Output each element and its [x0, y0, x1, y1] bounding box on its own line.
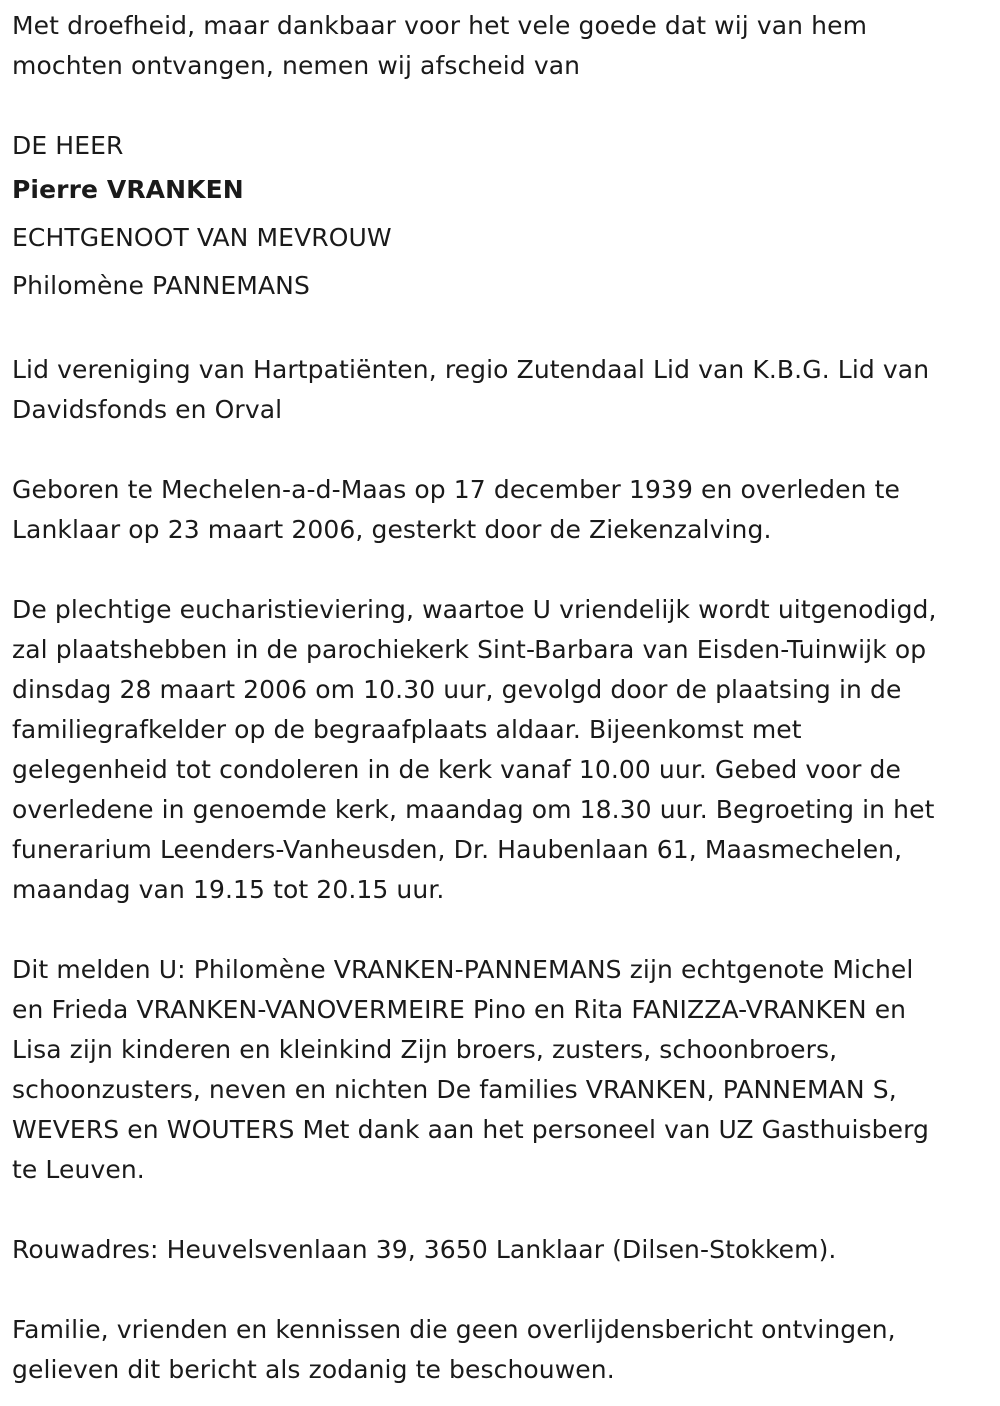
- ceremony-line: maandag van 19.15 tot 20.15 uur.: [12, 875, 445, 904]
- family-line: Lisa zijn kinderen en kleinkind Zijn broers, zusters, schoonbroers,: [12, 1035, 838, 1064]
- closing-line: gelieven dit bericht als zodanig te beschouwen.: [12, 1355, 615, 1384]
- family-line: en Frieda VRANKEN-VANOVERMEIRE Pino en Rita FANIZZA-VRANKEN en: [12, 995, 907, 1024]
- birth-death-line: Geboren te Mechelen-a-d-Maas op 17 december 1939 en overleden te: [12, 475, 900, 504]
- intro-paragraph: [12, 6, 988, 86]
- ceremony-line: funerarium Leenders-Vanheusden, Dr. Haubenlaan 61, Maasmechelen,: [12, 835, 903, 864]
- deceased-block: [12, 126, 988, 310]
- spouse-name: Philomène PANNEMANS: [12, 271, 310, 300]
- relation-label: ECHTGENOOT VAN MEVROUW: [12, 223, 392, 252]
- intro-line: Met droefheid, maar dankbaar voor het vele goede dat wij van hem: [12, 11, 868, 40]
- closing-paragraph: [12, 1310, 988, 1390]
- closing-line: Familie, vrienden en kennissen die geen overlijdensbericht ontvingen,: [12, 1315, 896, 1344]
- memberships-line: Davidsfonds en Orval: [12, 395, 283, 424]
- ceremony-line: zal plaatshebben in de parochiekerk Sint-Barbara van Eisden-Tuinwijk op: [12, 635, 927, 664]
- birth-death-line: Lanklaar op 23 maart 2006, gesterkt door de Ziekenzalving.: [12, 515, 772, 544]
- family-paragraph: [12, 950, 988, 1190]
- birth-death-paragraph: [12, 470, 988, 550]
- ceremony-line: De plechtige eucharistieviering, waartoe U vriendelijk wordt uitgenodigd,: [12, 595, 937, 624]
- deceased-name: Pierre VRANKEN: [12, 175, 244, 204]
- ceremony-paragraph: [12, 590, 988, 910]
- address-line: Rouwadres: Heuvelsvenlaan 39, 3650 Lanklaar (Dilsen-Stokkem).: [12, 1235, 837, 1264]
- address-paragraph: [12, 1230, 988, 1270]
- honorific: DE HEER: [12, 131, 124, 160]
- intro-line: mochten ontvangen, nemen wij afscheid van: [12, 51, 581, 80]
- ceremony-line: gelegenheid tot condoleren in de kerk vanaf 10.00 uur. Gebed voor de: [12, 755, 901, 784]
- family-line: WEVERS en WOUTERS Met dank aan het personeel van UZ Gasthuisberg: [12, 1115, 930, 1144]
- ceremony-line: overledene in genoemde kerk, maandag om 18.30 uur. Begroeting in het: [12, 795, 935, 824]
- family-line: te Leuven.: [12, 1155, 145, 1184]
- memberships-line: Lid vereniging van Hartpatiënten, regio Zutendaal Lid van K.B.G. Lid van: [12, 355, 930, 384]
- ceremony-line: familiegrafkelder op de begraafplaats aldaar. Bijeenkomst met: [12, 715, 802, 744]
- ceremony-line: dinsdag 28 maart 2006 om 10.30 uur, gevolgd door de plaatsing in de: [12, 675, 902, 704]
- family-line: Dit melden U: Philomène VRANKEN-PANNEMANS zijn echtgenote Michel: [12, 955, 914, 984]
- memberships-paragraph: [12, 350, 988, 430]
- family-line: schoonzusters, neven en nichten De families VRANKEN, PANNEMAN S,: [12, 1075, 897, 1104]
